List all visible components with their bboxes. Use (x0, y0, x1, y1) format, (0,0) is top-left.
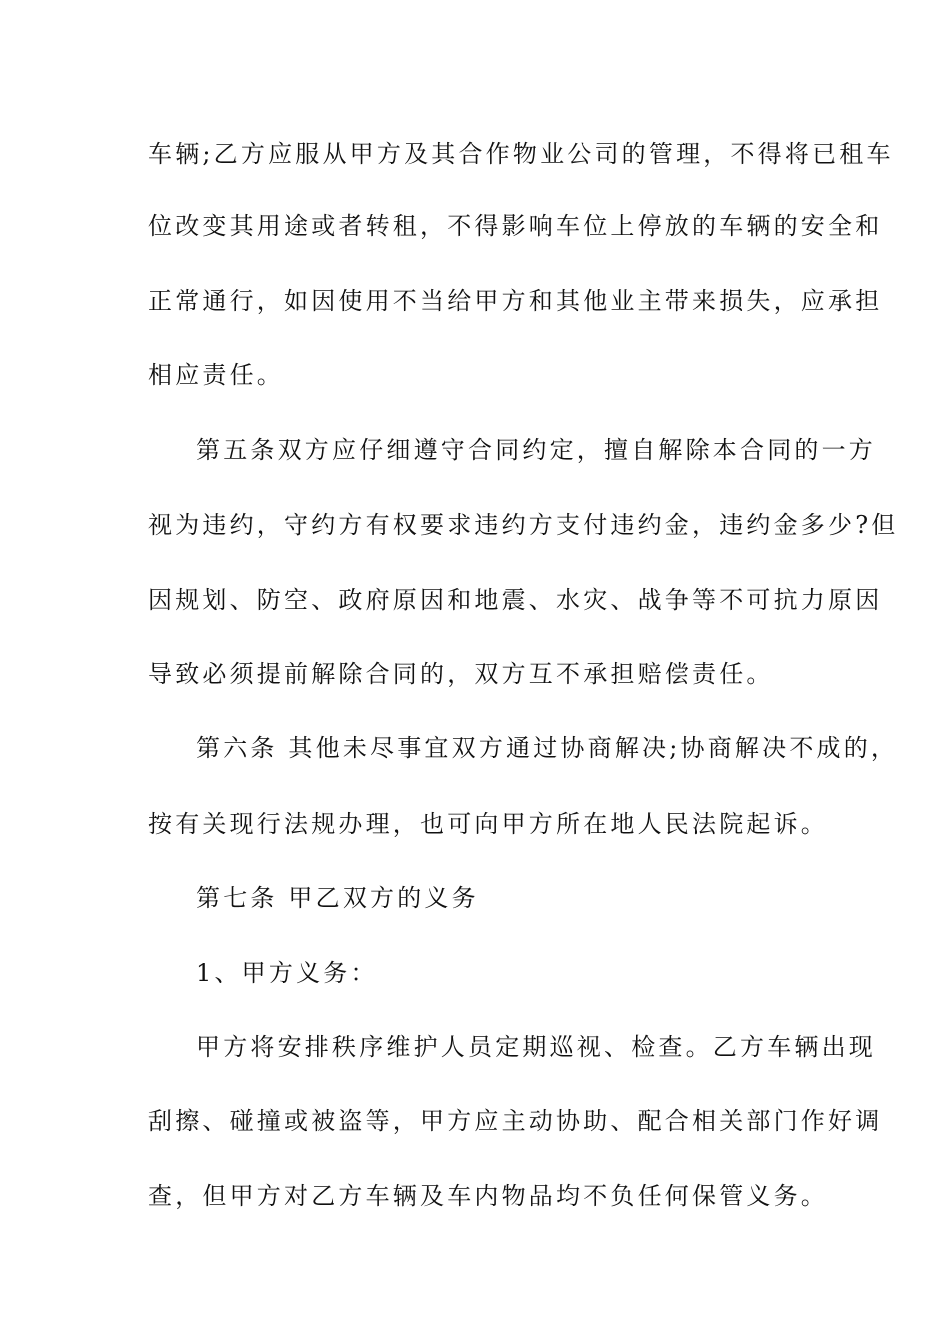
article-5-line-1: 第五条双方应仔细遵守合同约定，擅自解除本合同的一方 (196, 436, 876, 464)
party-a-duty-line-2: 刮擦、碰撞或被盗等，甲方应主动协助、配合相关部门作好调 (148, 1107, 883, 1135)
article-6-line-2: 按有关现行法规办理，也可向甲方所在地人民法院起诉。 (148, 810, 828, 838)
party-a-duty-heading: 1、甲方义务： (196, 959, 378, 987)
article-6-line-1: 第六条 其他未尽事宜双方通过协商解决;协商解决不成的， (196, 734, 899, 762)
article-7-heading: 第七条 甲乙双方的义务 (196, 884, 479, 912)
body-line-2: 位改变其用途或者转租，不得影响车位上停放的车辆的安全和 (148, 212, 883, 240)
article-5-line-3: 因规划、防空、政府原因和地震、水灾、战争等不可抗力原因 (148, 586, 883, 614)
body-line-3: 正常通行，如因使用不当给甲方和其他业主带来损失，应承担 (148, 287, 883, 315)
party-a-duty-line-3: 查，但甲方对乙方车辆及车内物品均不负任何保管义务。 (148, 1182, 828, 1210)
body-line-4: 相应责任。 (148, 361, 284, 389)
party-a-duty-line-1: 甲方将安排秩序维护人员定期巡视、检查。乙方车辆出现 (196, 1033, 876, 1061)
body-line-1: 车辆;乙方应服从甲方及其合作物业公司的管理，不得将已租车 (148, 140, 894, 168)
article-5-line-2: 视为违约，守约方有权要求违约方支付违约金，违约金多少?但 (148, 511, 899, 539)
article-5-line-4: 导致必须提前解除合同的，双方互不承担赔偿责任。 (148, 660, 774, 688)
